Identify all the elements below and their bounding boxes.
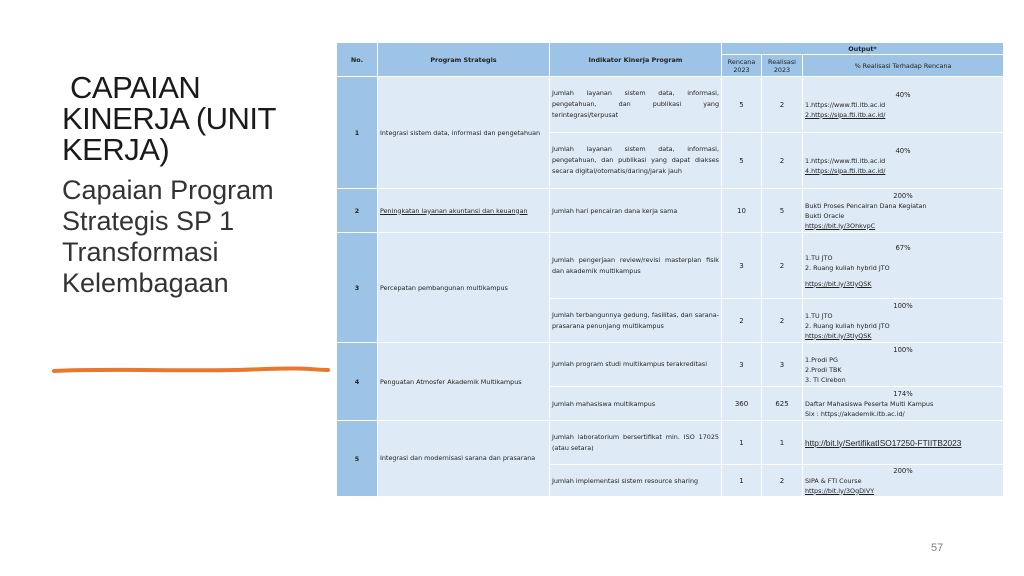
- realisasi-cell: 2: [762, 233, 803, 299]
- output-cell: [803, 133, 1004, 189]
- indikator-cell: [550, 421, 722, 465]
- row-number: 4: [337, 343, 378, 421]
- output-line: Bukti Proses Pencairan Dana Kegiatan: [805, 201, 927, 210]
- rencana-cell: 5: [722, 133, 762, 189]
- rencana-cell: 1: [722, 465, 762, 497]
- program-cell: Integrasi sistem data, informasi dan pengetahuan: [378, 77, 550, 189]
- percent-value: 174%: [893, 389, 913, 398]
- output-cell: [803, 189, 1004, 233]
- row-number: 1: [337, 77, 378, 189]
- slide-title-line: KINERJA (UNIT: [62, 101, 276, 136]
- output-line: SIPA & FTI Course: [805, 476, 862, 485]
- output-line: 1.Prodi PG: [805, 355, 838, 364]
- page-number: 57: [931, 542, 944, 554]
- output-cell: [803, 299, 1004, 343]
- slide-title-line: KERJA): [62, 132, 170, 167]
- output-line: 1.https://www.fti.itb.ac.id: [805, 156, 886, 165]
- header-persen: % Realisasi Terhadap Rencana: [803, 55, 1004, 77]
- indikator-cell: [550, 133, 722, 189]
- slide-subtitle: [62, 175, 332, 299]
- indikator-cell: [550, 343, 722, 387]
- slide-title: [62, 72, 332, 165]
- output-line: Daftar Mahasiswa Peserta Multi Kampus: [805, 399, 934, 408]
- output-link[interactable]: 2.https://sipa.fti.itb.ac.id/: [805, 110, 886, 119]
- realisasi-cell: 2: [762, 299, 803, 343]
- output-line: 3. TI Cirebon: [805, 375, 846, 384]
- realisasi-cell: 2: [762, 133, 803, 189]
- percent-value: 100%: [893, 345, 913, 354]
- rencana-cell: 10: [722, 189, 762, 233]
- output-line: Bukti Oracle: [805, 211, 845, 220]
- indikator-text: Jumlah program studi multikampus terakreditasi: [552, 360, 707, 368]
- output-cell: [803, 343, 1004, 387]
- output-link[interactable]: https://bit.ly/3OgDiVY: [805, 486, 875, 495]
- row-number: 2: [337, 189, 378, 233]
- realisasi-cell: 1: [762, 421, 803, 465]
- rencana-cell: 2: [722, 299, 762, 343]
- realisasi-cell: 2: [762, 77, 803, 133]
- percent-value: 67%: [895, 243, 911, 252]
- indikator-text: Jumlah layanan sistem data, informasi, pengetahuan, dan publikasi yang dapat diakses secara digital/otomatis/daring/jarak jauh: [552, 145, 719, 175]
- percent-value: 200%: [893, 191, 913, 200]
- slide-title-block: [62, 72, 332, 299]
- realisasi-cell: 5: [762, 189, 803, 233]
- header-program: Program Strategis: [378, 43, 550, 77]
- header-realisasi: Realisasi 2023: [762, 55, 803, 77]
- slide-title-line: CAPAIAN: [70, 70, 201, 105]
- output-cell: [803, 421, 1004, 465]
- indikator-text: Jumlah layanan sistem data, informasi, pengetahuan, dan publikasi yang terintegrasi/terpusat: [552, 89, 719, 119]
- rencana-cell: 3: [722, 343, 762, 387]
- header-no: No.: [337, 43, 378, 77]
- rencana-cell: 1: [722, 421, 762, 465]
- program-link[interactable]: Peningkatan layanan akuntansi dan keuangan: [380, 206, 528, 215]
- indikator-cell: [550, 387, 722, 421]
- realisasi-cell: 2: [762, 465, 803, 497]
- output-link[interactable]: http://bit.ly/SertifikatISO17250-FTIITB2023: [805, 437, 962, 448]
- program-cell: [378, 421, 550, 497]
- performance-table: [336, 42, 1004, 497]
- row-number: 5: [337, 421, 378, 497]
- indikator-cell: [550, 77, 722, 133]
- indikator-cell: [550, 465, 722, 497]
- output-line: Six : https://akademik.itb.ac.id/: [805, 409, 905, 418]
- rencana-cell: 360: [722, 387, 762, 421]
- percent-value: 100%: [893, 301, 913, 310]
- output-link[interactable]: 4.https://sipa.fti.itb.ac.id/: [805, 166, 886, 175]
- slide-subtitle-line: Capaian Program: [62, 175, 274, 205]
- output-link[interactable]: https://bit.ly/3tIyQSK: [805, 331, 872, 340]
- program-cell: Percepatan pembangunan multikampus: [378, 233, 550, 343]
- percent-value: 200%: [893, 466, 913, 475]
- percent-value: 40%: [895, 90, 911, 99]
- decorative-brush-stroke: [52, 366, 330, 374]
- indikator-cell: [550, 233, 722, 299]
- indikator-text: Jumlah laboratorium bersertifikat min. ISO 17025 (atau setara): [552, 432, 719, 452]
- program-cell: [378, 189, 550, 233]
- output-link[interactable]: https://bit.ly/3tIyQSK: [805, 279, 872, 288]
- rencana-cell: 5: [722, 77, 762, 133]
- output-line: 2. Ruang kuliah hybrid JTO: [805, 263, 890, 272]
- row-number: 3: [337, 233, 378, 343]
- output-line: 2.Prodi TBK: [805, 365, 842, 374]
- indikator-cell: [550, 189, 722, 233]
- output-link[interactable]: https://bit.ly/3OhkvpC: [805, 221, 876, 230]
- output-line: 2. Ruang kuliah hybrid JTO: [805, 321, 890, 330]
- output-line: 1.TU JTO: [805, 253, 833, 262]
- output-cell: [803, 387, 1004, 421]
- header-indikator: Indikator Kinerja Program: [550, 43, 722, 77]
- slide-subtitle-line: Strategis SP 1: [62, 206, 235, 236]
- rencana-cell: 3: [722, 233, 762, 299]
- indikator-text: Jumlah pengerjaan review/revisi masterplan fisik dan akademik multikampus: [552, 255, 719, 275]
- slide-subtitle-line: Transformasi: [62, 237, 219, 267]
- indikator-text: Jumlah mahasiswa multikampus: [552, 399, 656, 408]
- percent-value: 40%: [895, 146, 911, 155]
- header-rencana: Rencana 2023: [722, 55, 762, 77]
- output-cell: [803, 465, 1004, 497]
- realisasi-cell: 625: [762, 387, 803, 421]
- indikator-cell: [550, 299, 722, 343]
- output-line: 1.https://www.fti.itb.ac.id: [805, 100, 886, 109]
- slide-subtitle-line: Kelembagaan: [62, 268, 229, 298]
- indikator-text: Jumlah terbangunnya gedung, fasilitas, dan sarana-prasarana penunjang multikampus: [552, 310, 719, 330]
- program-text: Integrasi dan modernisasi sarana dan prasarana: [380, 454, 536, 462]
- output-cell: [803, 233, 1004, 299]
- indikator-text: Jumlah hari pencairan dana kerja sama: [552, 206, 678, 215]
- program-cell: Penguatan Atmosfer Akademik Multikampus: [378, 343, 550, 421]
- output-line: 1.TU JTO: [805, 311, 833, 320]
- output-cell: [803, 77, 1004, 133]
- realisasi-cell: 3: [762, 343, 803, 387]
- header-output: Output*: [722, 43, 1004, 55]
- indikator-text: Jumlah implementasi sistem resource sharing: [552, 476, 699, 485]
